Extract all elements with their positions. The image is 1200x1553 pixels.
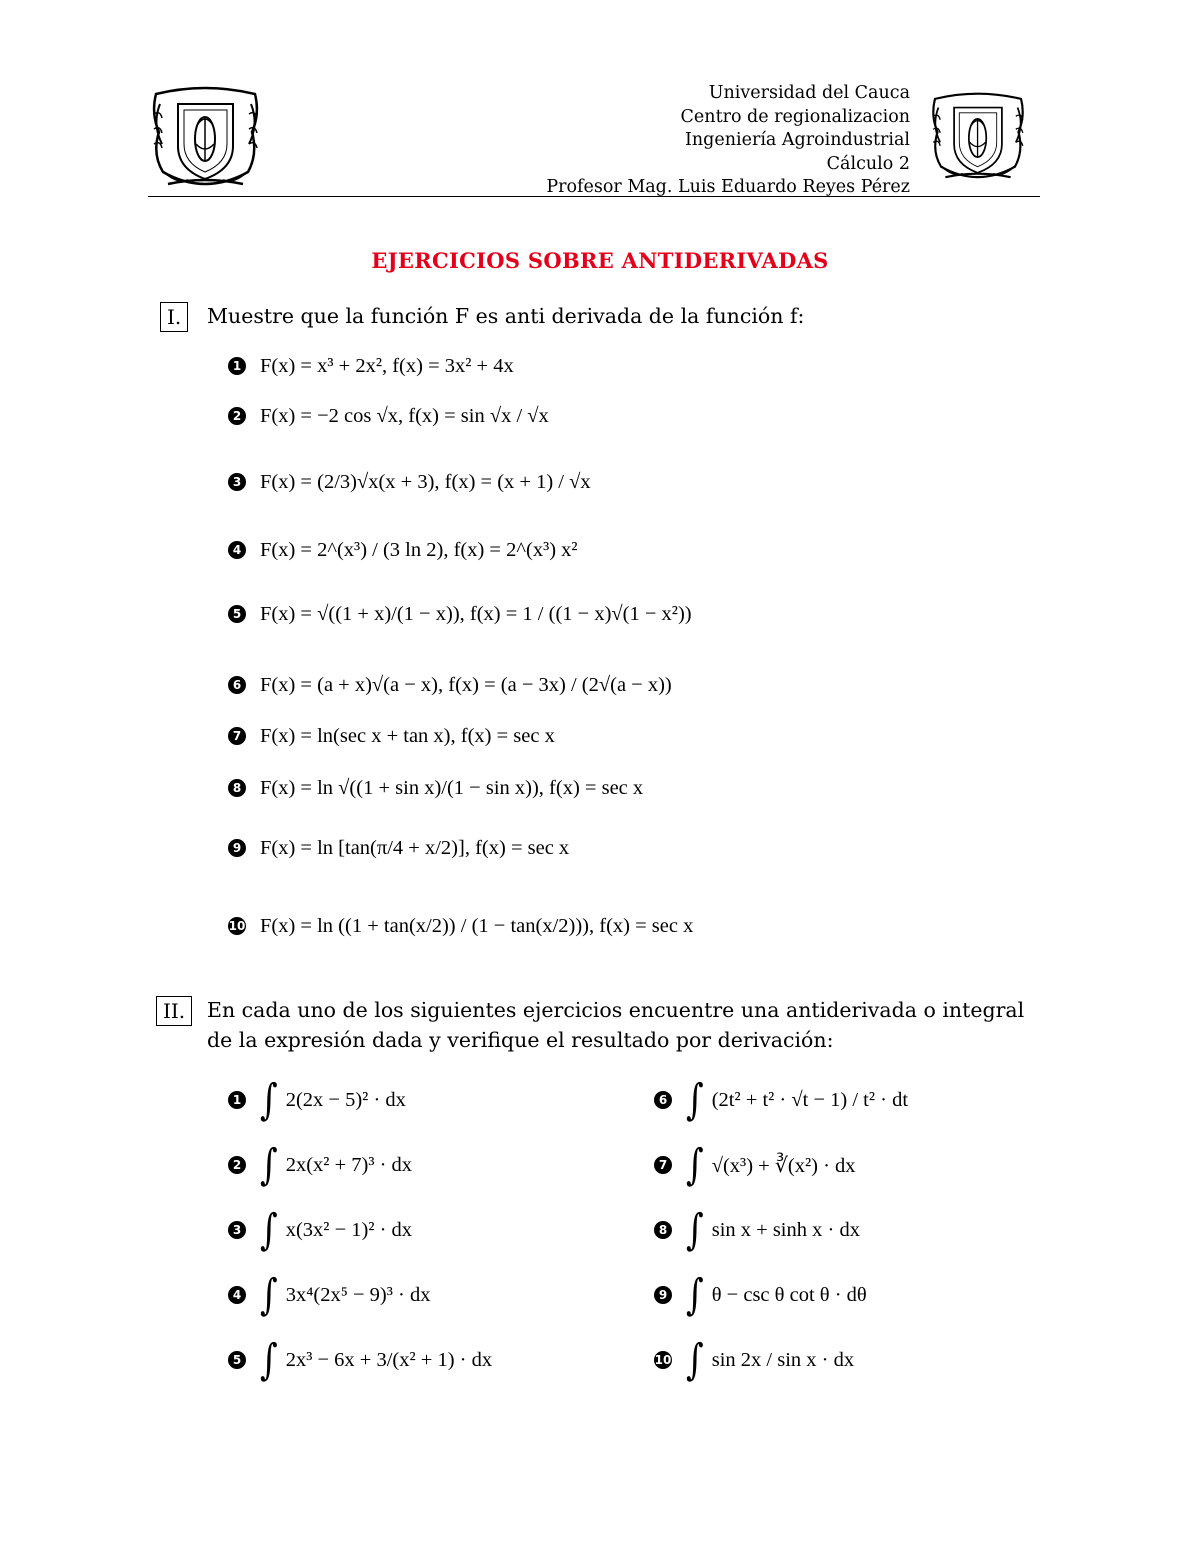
item-number-badge: 9 xyxy=(228,839,246,857)
formula: F(x) = −2 cos √x, f(x) = sin √x / √x xyxy=(260,404,549,427)
section-1-instruction: Muestre que la función F es anti derivada de la función f: xyxy=(207,304,805,328)
header-center: Centro de regionalizacion xyxy=(680,106,910,127)
section-2-left-item xyxy=(228,1200,412,1260)
item-number-badge: 6 xyxy=(228,676,246,694)
formula-wrap xyxy=(260,1270,431,1320)
section-1-item xyxy=(228,706,555,766)
formula-wrap xyxy=(260,777,643,800)
section-1-item xyxy=(228,452,591,512)
header-university: Universidad del Cauca xyxy=(708,83,910,103)
formula: F(x) = x³ + 2x², f(x) = 3x² + 4x xyxy=(260,354,514,377)
section-2-left-item xyxy=(228,1265,430,1325)
section-2-right-item xyxy=(654,1070,908,1130)
section-1-item xyxy=(228,584,692,644)
formula: sin x + sinh x · dx xyxy=(711,1218,860,1241)
formula-wrap xyxy=(260,1205,413,1255)
item-number-badge: 8 xyxy=(654,1221,672,1239)
header-course: Cálculo 2 xyxy=(826,153,910,174)
formula: (2t² + t² · √t − 1) / t² · dt xyxy=(711,1088,909,1111)
formula-wrap xyxy=(260,471,591,494)
formula: 2x(x² + 7)³ · dx xyxy=(285,1153,413,1176)
integral-sign-icon: ∫ xyxy=(260,1270,278,1320)
section-2-right-item xyxy=(654,1330,854,1390)
integral-sign-icon: ∫ xyxy=(686,1075,704,1125)
section-2-label: II. xyxy=(156,996,192,1026)
item-number-badge: 7 xyxy=(228,727,246,745)
item-number-badge: 4 xyxy=(228,541,246,559)
integral-sign-icon: ∫ xyxy=(686,1270,704,1320)
item-number-badge: 2 xyxy=(228,1156,246,1174)
formula-wrap xyxy=(260,405,549,428)
formula-wrap xyxy=(260,603,692,626)
integral-sign-icon: ∫ xyxy=(686,1335,704,1385)
formula-wrap xyxy=(260,837,569,860)
formula-wrap xyxy=(686,1335,855,1385)
header-program: Ingeniería Agroindustrial xyxy=(684,130,910,150)
university-seal-right-logo xyxy=(928,84,1028,192)
formula-wrap xyxy=(686,1075,909,1125)
item-number-badge: 3 xyxy=(228,1221,246,1239)
page-title: EJERCICIOS SOBRE ANTIDERIVADAS xyxy=(371,248,829,273)
item-number-badge: 5 xyxy=(228,1351,246,1369)
formula: F(x) = √((1 + x)/(1 − x)), f(x) = 1 / ((1 − x)√(1 − x²)) xyxy=(260,602,692,625)
section-1-item xyxy=(228,818,569,878)
formula-wrap xyxy=(686,1140,856,1190)
item-number-badge: 5 xyxy=(228,605,246,623)
section-2-right-item xyxy=(654,1265,867,1325)
formula: F(x) = (a + x)√(a − x), f(x) = (a − 3x) / (2√(a − x)) xyxy=(260,673,672,696)
integral-sign-icon: ∫ xyxy=(686,1205,704,1255)
formula: 3x⁴(2x⁵ − 9)³ · dx xyxy=(285,1283,431,1306)
formula: F(x) = ln √((1 + sin x)/(1 − sin x)), f(x) = sec x xyxy=(260,776,644,799)
item-number-badge: 10 xyxy=(654,1353,672,1367)
integral-sign-icon: ∫ xyxy=(260,1205,278,1255)
formula-wrap xyxy=(260,915,693,938)
formula-wrap xyxy=(260,725,555,748)
formula: √(x³) + ∛(x²) · dx xyxy=(711,1154,856,1177)
integral-sign-icon: ∫ xyxy=(260,1075,278,1125)
section-2-right-item xyxy=(654,1135,856,1195)
header-professor: Profesor Mag. Luis Eduardo Reyes Pérez xyxy=(546,177,910,197)
item-number-badge: 8 xyxy=(228,779,246,797)
section-2-instruction-line1: En cada uno de los siguientes ejercicios encuentre una antiderivada o integral xyxy=(207,998,1025,1022)
integral-sign-icon: ∫ xyxy=(260,1335,278,1385)
integral-sign-icon: ∫ xyxy=(260,1140,278,1190)
item-number-badge: 2 xyxy=(228,407,246,425)
formula: θ − csc θ cot θ · dθ xyxy=(711,1283,867,1306)
section-1-item xyxy=(228,520,578,580)
section-1-item xyxy=(228,386,549,446)
formula-wrap xyxy=(260,355,514,378)
item-number-badge: 10 xyxy=(228,919,246,933)
formula: F(x) = (2/3)√x(x + 3), f(x) = (x + 1) / √x xyxy=(260,470,591,493)
formula-wrap xyxy=(260,674,672,697)
section-1-item xyxy=(228,758,643,818)
section-2-instruction-line2: de la expresión dada y verifique el resultado por derivación: xyxy=(207,1028,834,1052)
formula-wrap xyxy=(686,1270,867,1320)
section-1-label: I. xyxy=(160,302,188,332)
item-number-badge: 1 xyxy=(228,1091,246,1109)
formula: sin 2x / sin x · dx xyxy=(711,1348,855,1371)
section-2-right-item xyxy=(654,1200,860,1260)
item-number-badge: 9 xyxy=(654,1286,672,1304)
formula: 2(2x − 5)² · dx xyxy=(285,1088,406,1111)
item-number-badge: 4 xyxy=(228,1286,246,1304)
formula-wrap xyxy=(260,1335,493,1385)
item-number-badge: 6 xyxy=(654,1091,672,1109)
formula: F(x) = ln(sec x + tan x), f(x) = sec x xyxy=(260,724,555,747)
formula: F(x) = ln [tan(π/4 + x/2)], f(x) = sec x xyxy=(260,836,570,859)
formula-wrap xyxy=(260,539,578,562)
formula: F(x) = ln ((1 + tan(x/2)) / (1 − tan(x/2))), f(x) = sec x xyxy=(260,914,694,937)
header-text-block xyxy=(390,82,910,200)
section-2-left-item xyxy=(228,1330,492,1390)
formula-wrap xyxy=(260,1075,406,1125)
formula-wrap xyxy=(686,1205,860,1255)
formula: F(x) = 2^(x³) / (3 ln 2), f(x) = 2^(x³) x² xyxy=(260,538,578,561)
header-rule xyxy=(148,196,1040,197)
section-1-item xyxy=(228,896,693,956)
item-number-badge: 3 xyxy=(228,473,246,491)
integral-sign-icon: ∫ xyxy=(686,1140,704,1190)
university-seal-left-logo xyxy=(148,84,263,194)
item-number-badge: 1 xyxy=(228,357,246,375)
formula: x(3x² − 1)² · dx xyxy=(285,1218,413,1241)
formula-wrap xyxy=(260,1140,413,1190)
section-2-left-item xyxy=(228,1070,406,1130)
section-2-left-item xyxy=(228,1135,412,1195)
item-number-badge: 7 xyxy=(654,1156,672,1174)
formula: 2x³ − 6x + 3/(x² + 1) · dx xyxy=(285,1348,493,1371)
